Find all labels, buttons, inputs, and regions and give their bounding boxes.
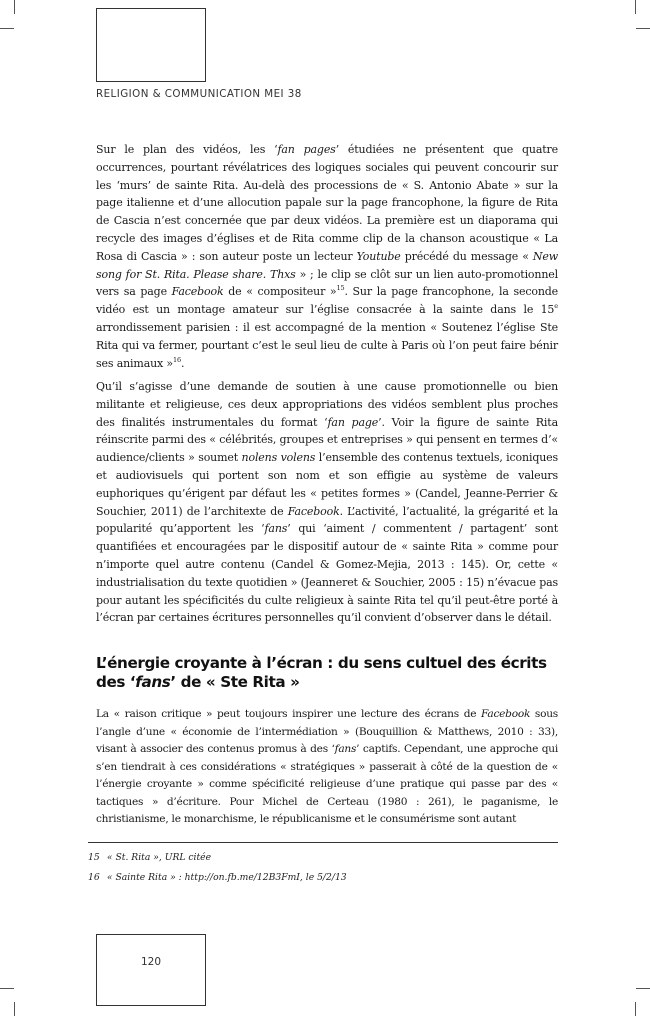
running-head: RELIGION & COMMUNICATION MEI 38 [96, 88, 302, 100]
body-paragraph: La « raison critique » peut toujours inspirer une lecture des écrans de Facebook sous l’angle d’une « économie de l’intermédiation » (Bouquillion & Matthews, 2010 : 33), visant à associer des contenus promus à des ‘fans’ captifs. Cependant, une approche qui s’en tiendrait à ces considérations « stratégiques » passerait à côté de la question de « l’énergie croyante » comme spécificité religieuse d’une pratique qui passe par des « tactiques » d’écriture. Pour Michel de Certeau (1980 : 261), le paganisme, le christianisme, le monarchisme, le républicanisme et le consumérisme sont autant [96, 708, 558, 825]
footnote-ref[interactable]: 16 [173, 355, 181, 364]
crop-mark [635, 1002, 636, 1016]
header-box [96, 8, 206, 82]
body-paragraph: Sur le plan des vidéos, les ‘fan pages’ étudiées ne présentent que quatre occurrences, pourtant révélatrices des logiques sociales qui peuvent concourir sur les ‘murs’ de sainte Rita. Au-delà des processions de « S. Antonio Abate » sur la page italienne et d’une allocution papale sur la page francophone, la figure de Rita de Cascia n’est concernée que par deux vidéos. La première est un diaporama qui recycle des images d’églises et de Rita comme clip de la chanson acoustique « La Rosa di Cascia » : son auteur poste un lecteur Youtube précédé du message « New song for St. Rita. Please share. Thxs » ; le clip se clôt sur un lien auto-promotionnel vers sa page Facebook de « compositeur »$^{15}$. Sur la page francophone, la seconde vidéo est un montage amateur sur l’église consacrée à la sainte dans le 15e arrondissement parisien : il est accompagné de la mention « Soutenez l’église Ste Rita qui va fermer, pourtant c’est le seul lieu de culte à Paris où l’on peut faire bénir ses animaux »$^{16}$. [96, 143, 559, 370]
footnotes [88, 848, 558, 888]
page-number: 120 [140, 956, 162, 968]
crop-mark [635, 0, 636, 14]
footer-box [96, 934, 206, 1006]
body-paragraph: Qu’il s’agisse d’une demande de soutien à une cause promotionnelle ou bien militante et religieuse, ces deux appropriations des vidéos semblent plus proches des finalités instrumentales du format ‘fan page’. Voir la figure de sainte Rita réinscrite parmi des « célébrités, groupes et entreprises » qui pensent en termes d’« audience/clients » soumet nolens volens l’ensemble des contenus textuels, iconiques et audiovisuels qui portent son nom et son effigie au système de valeurs euphoriques qu’érigent par défaut les « petites formes » (Candel, Jeanne-Perrier & Souchier, 2011) de l’architexte de Facebook. L’activité, l’actualité, la grégarité et la popularité qu’apportent les ‘fans’ qui ‘aiment / commentent / partagent’ sont quantifiées et encouragées par le dispositif autour de « sainte Rita » comme pour n’importe quel autre contenu (Candel & Gomez-Mejia, 2013 : 145). Or, cette « industrialisation du texte quotidien » (Jeanneret & Souchier, 2005 : 15) n’évacue pas pour autant les spécificités du culte religieux à sainte Rita tel qu’il peut-être porté à l’écran par certaines écritures personnelles qu’il convient d’observer dans le détail. [96, 380, 559, 625]
footnote-divider [88, 842, 558, 843]
crop-mark [636, 28, 650, 29]
crop-mark [636, 988, 650, 989]
crop-mark [14, 0, 15, 14]
footnote: 16 « Sainte Rita » : http://on.fb.me/12B3FmI, le 5/2/13 [88, 872, 347, 883]
crop-mark [14, 1002, 15, 1016]
crop-mark [0, 28, 14, 29]
crop-mark [0, 988, 14, 989]
footnote-ref[interactable]: 15 [336, 284, 345, 293]
footnote: 15 « St. Rita », URL citée [88, 852, 212, 863]
footnote-link[interactable]: « Sainte Rita » : http://on.fb.me/12B3FmI, le 5/2/13 [106, 872, 347, 883]
section-heading: L’énergie croyante à l’écran : du sens cultuel des écrits des ‘fans’ de « Ste Rita » [96, 654, 547, 691]
